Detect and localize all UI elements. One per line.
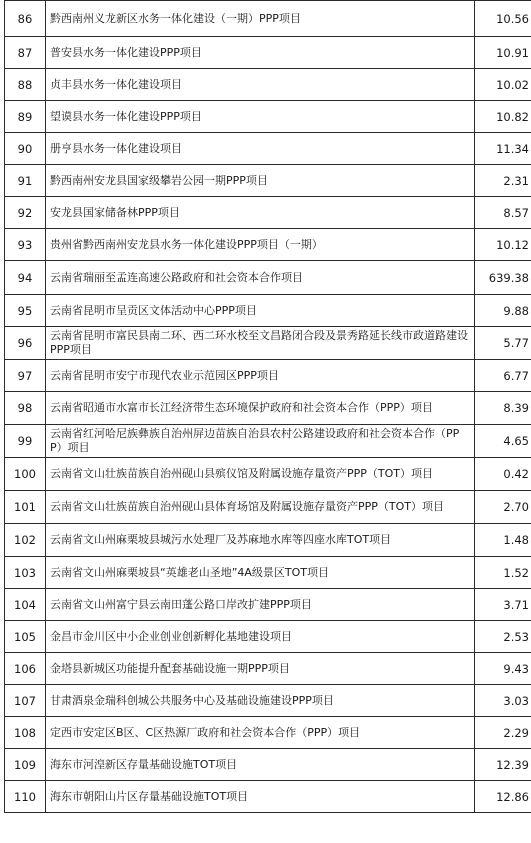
investment-amount-cell: 1.52 bbox=[475, 557, 531, 589]
investment-amount-cell: 3.71 bbox=[475, 589, 531, 621]
row-number-cell: 90 bbox=[5, 133, 46, 165]
investment-amount-cell: 10.12 bbox=[475, 229, 531, 261]
table-row bbox=[5, 1, 531, 37]
project-name-cell: 望谟县水务一体化建设PPP项目 bbox=[46, 101, 475, 133]
row-number-cell: 99 bbox=[5, 425, 46, 458]
project-name-cell: 定西市安定区B区、C区热源厂政府和社会资本合作（PPP）项目 bbox=[46, 717, 475, 749]
table-row bbox=[5, 781, 531, 813]
row-number-cell: 108 bbox=[5, 717, 46, 749]
investment-amount-cell: 8.39 bbox=[475, 392, 531, 425]
table-row bbox=[5, 69, 531, 101]
project-name-cell: 云南省文山州富宁县云南田蓬公路口岸改扩建PPP项目 bbox=[46, 589, 475, 621]
row-number-cell: 97 bbox=[5, 360, 46, 392]
row-number-cell: 98 bbox=[5, 392, 46, 425]
table-row bbox=[5, 685, 531, 717]
investment-amount-cell: 3.03 bbox=[475, 685, 531, 717]
row-number-cell: 104 bbox=[5, 589, 46, 621]
investment-amount-cell: 0.42 bbox=[475, 458, 531, 491]
investment-amount-cell: 2.29 bbox=[475, 717, 531, 749]
investment-amount-cell: 8.57 bbox=[475, 197, 531, 229]
project-name-cell: 云南省文山州麻栗坡县“英雄老山圣地”4A级景区TOT项目 bbox=[46, 557, 475, 589]
project-table bbox=[4, 0, 531, 813]
row-number-cell: 105 bbox=[5, 621, 46, 653]
table-row bbox=[5, 653, 531, 685]
project-name-cell: 云南省昆明市安宁市现代农业示范园区PPP项目 bbox=[46, 360, 475, 392]
investment-amount-cell: 2.31 bbox=[475, 165, 531, 197]
table-row bbox=[5, 749, 531, 781]
investment-amount-cell: 12.39 bbox=[475, 749, 531, 781]
table-row bbox=[5, 491, 531, 524]
row-number-cell: 87 bbox=[5, 37, 46, 69]
row-number-cell: 103 bbox=[5, 557, 46, 589]
project-name-cell: 云南省文山州麻栗坡县城污水处理厂及苏麻地水库等四座水库TOT项目 bbox=[46, 524, 475, 557]
row-number-cell: 100 bbox=[5, 458, 46, 491]
row-number-cell: 96 bbox=[5, 327, 46, 360]
project-name-cell: 贞丰县水务一体化建设项目 bbox=[46, 69, 475, 101]
row-number-cell: 102 bbox=[5, 524, 46, 557]
project-name-cell: 金塔县新城区功能提升配套基础设施一期PPP项目 bbox=[46, 653, 475, 685]
investment-amount-cell: 2.53 bbox=[475, 621, 531, 653]
table-row bbox=[5, 197, 531, 229]
project-name-cell: 云南省昆明市富民县南二环、西二环水校至文昌路闭合段及景秀路延长线市政道路建设PPP项目 bbox=[46, 327, 475, 360]
row-number-cell: 94 bbox=[5, 261, 46, 295]
row-number-cell: 86 bbox=[5, 1, 46, 37]
investment-amount-cell: 10.56 bbox=[475, 1, 531, 37]
investment-amount-cell: 2.70 bbox=[475, 491, 531, 524]
row-number-cell: 92 bbox=[5, 197, 46, 229]
investment-amount-cell: 5.77 bbox=[475, 327, 531, 360]
project-name-cell: 海东市朝阳山片区存量基础设施TOT项目 bbox=[46, 781, 475, 813]
row-number-cell: 101 bbox=[5, 491, 46, 524]
investment-amount-cell: 6.77 bbox=[475, 360, 531, 392]
row-number-cell: 95 bbox=[5, 295, 46, 327]
project-table-body bbox=[5, 1, 531, 813]
row-number-cell: 89 bbox=[5, 101, 46, 133]
project-name-cell: 贵州省黔西南州安龙县水务一体化建设PPP项目（一期） bbox=[46, 229, 475, 261]
project-name-cell: 金昌市金川区中小企业创业创新孵化基地建设项目 bbox=[46, 621, 475, 653]
row-number-cell: 106 bbox=[5, 653, 46, 685]
row-number-cell: 110 bbox=[5, 781, 46, 813]
table-row bbox=[5, 101, 531, 133]
row-number-cell: 93 bbox=[5, 229, 46, 261]
row-number-cell: 91 bbox=[5, 165, 46, 197]
project-name-cell: 云南省文山壮族苗族自治州砚山县体育场馆及附属设施存量资产PPP（TOT）项目 bbox=[46, 491, 475, 524]
project-name-cell: 普安县水务一体化建设PPP项目 bbox=[46, 37, 475, 69]
project-name-cell: 云南省昆明市呈贡区文体活动中心PPP项目 bbox=[46, 295, 475, 327]
project-name-cell: 云南省红河哈尼族彝族自治州屏边苗族自治县农村公路建设政府和社会资本合作（PPP）项目 bbox=[46, 425, 475, 458]
table-row bbox=[5, 133, 531, 165]
table-row bbox=[5, 360, 531, 392]
project-name-cell: 云南省昭通市水富市长江经济带生态环境保护政府和社会资本合作（PPP）项目 bbox=[46, 392, 475, 425]
table-row bbox=[5, 37, 531, 69]
investment-amount-cell: 639.38 bbox=[475, 261, 531, 295]
table-row bbox=[5, 589, 531, 621]
table-row bbox=[5, 295, 531, 327]
project-name-cell: 云南省瑞丽至孟连高速公路政府和社会资本合作项目 bbox=[46, 261, 475, 295]
investment-amount-cell: 1.48 bbox=[475, 524, 531, 557]
investment-amount-cell: 9.43 bbox=[475, 653, 531, 685]
project-name-cell: 甘肃酒泉金瑞科创城公共服务中心及基础设施建设PPP项目 bbox=[46, 685, 475, 717]
table-row bbox=[5, 717, 531, 749]
table-row bbox=[5, 458, 531, 491]
row-number-cell: 88 bbox=[5, 69, 46, 101]
project-name-cell: 安龙县国家储备林PPP项目 bbox=[46, 197, 475, 229]
table-row bbox=[5, 261, 531, 295]
investment-amount-cell: 12.86 bbox=[475, 781, 531, 813]
table-row bbox=[5, 229, 531, 261]
table-row bbox=[5, 165, 531, 197]
table-row bbox=[5, 557, 531, 589]
investment-amount-cell: 10.91 bbox=[475, 37, 531, 69]
table-row bbox=[5, 425, 531, 458]
row-number-cell: 109 bbox=[5, 749, 46, 781]
project-name-cell: 黔西南州义龙新区水务一体化建设（一期）PPP项目 bbox=[46, 1, 475, 37]
investment-amount-cell: 4.65 bbox=[475, 425, 531, 458]
table-row bbox=[5, 327, 531, 360]
investment-amount-cell: 10.02 bbox=[475, 69, 531, 101]
investment-amount-cell: 11.34 bbox=[475, 133, 531, 165]
table-row bbox=[5, 392, 531, 425]
project-name-cell: 海东市河湟新区存量基础设施TOT项目 bbox=[46, 749, 475, 781]
table-row bbox=[5, 621, 531, 653]
project-name-cell: 云南省文山壮族苗族自治州砚山县殡仪馆及附属设施存量资产PPP（TOT）项目 bbox=[46, 458, 475, 491]
row-number-cell: 107 bbox=[5, 685, 46, 717]
project-name-cell: 黔西南州安龙县国家级攀岩公园一期PPP项目 bbox=[46, 165, 475, 197]
investment-amount-cell: 10.82 bbox=[475, 101, 531, 133]
table-row bbox=[5, 524, 531, 557]
project-name-cell: 册亨县水务一体化建设项目 bbox=[46, 133, 475, 165]
investment-amount-cell: 9.88 bbox=[475, 295, 531, 327]
